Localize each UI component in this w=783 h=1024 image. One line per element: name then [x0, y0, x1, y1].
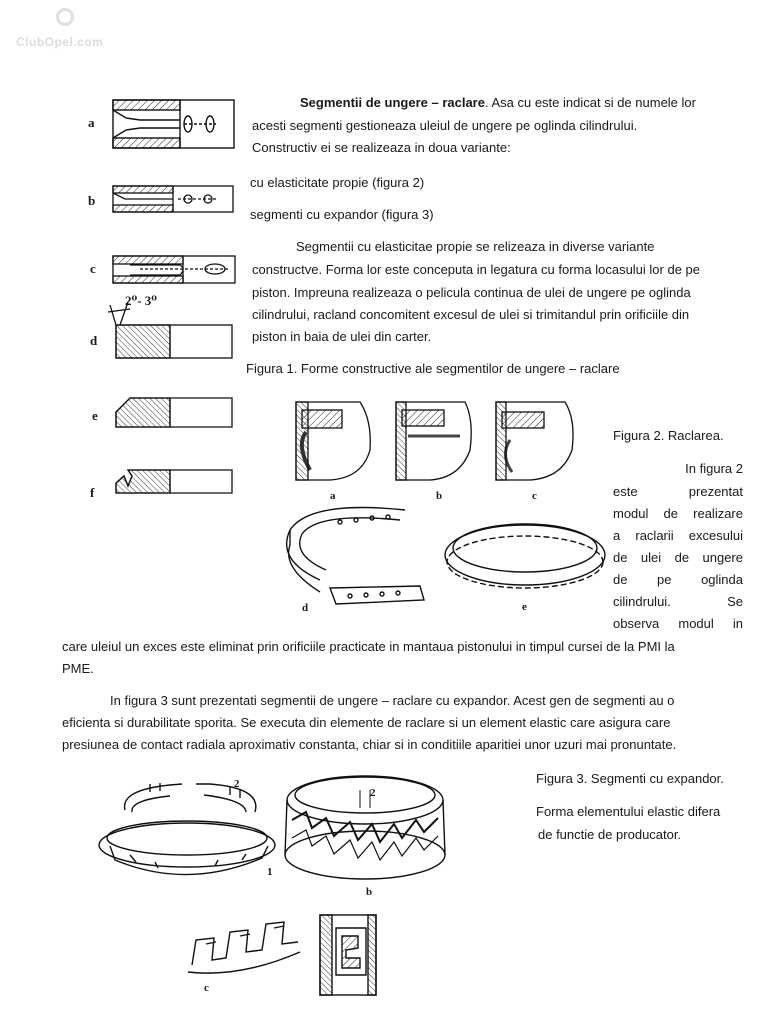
fig2-side-7: cilindrului. Se: [613, 594, 743, 609]
fig2-side-2: este prezentat: [613, 484, 743, 499]
fig3-label-1: 1: [267, 866, 273, 878]
fig2-side-6: de pe oglinda: [613, 572, 743, 587]
figure3-note-line1: Forma elementului elastic difera: [536, 804, 721, 819]
fig2-label-d: d: [302, 602, 309, 614]
variant-2: segmenti cu expandor (figura 3): [250, 207, 434, 222]
fig2-label-b: b: [436, 490, 443, 502]
intro-line2: acesti segmenti gestioneaza uleiul de ungere pe oglinda cilindrului.: [252, 118, 638, 133]
fig3-section-detail: [320, 915, 376, 995]
fig1-label-c: c: [90, 261, 96, 276]
figure1-caption: Figura 1. Forme constructive ale segmentilor de ungere – raclare: [246, 361, 620, 376]
fig2-side-3: modul de realizare: [613, 506, 743, 521]
fig1-label-a: a: [88, 115, 95, 130]
para3-line2: eficienta si durabilitate sporita. Se executa din elemente de raclare si un element elastic care asigura care: [62, 715, 671, 730]
figure3-caption: Figura 3. Segmenti cu expandor.: [536, 771, 724, 786]
fig2-label-a: a: [330, 490, 336, 502]
fig2-side-8: observa modul in: [613, 616, 743, 631]
fig1-label-e: e: [92, 408, 98, 423]
fig2-label-e: e: [522, 601, 527, 613]
figure2-caption: Figura 2. Raclarea.: [613, 428, 724, 443]
para1-line4: cilindrului, racland concomitent excesul de ulei si trimitandul prin orificiile din: [252, 307, 690, 322]
para2-line2: PME.: [62, 661, 94, 676]
fig3-label-c: c: [204, 982, 209, 994]
fig3-expander-c: [188, 922, 300, 973]
fig3-label-2-left: 2: [234, 778, 240, 790]
variant-1: cu elasticitate propie (figura 2): [250, 175, 425, 190]
para1-line2: constructve. Forma lor este conceputa in legatura cu forma locasului lor de pe: [252, 262, 701, 277]
fig2-side-1: In figura 2: [685, 461, 743, 476]
para1-line1: Segmentii cu elasticitae propie se relizeaza in diverse variante: [296, 239, 655, 254]
para1-line5: piston in baia de ulei din carter.: [252, 329, 432, 344]
fig1-label-d: d: [90, 333, 98, 348]
intro-line1-rest: . Asa cu este indicat si de numele lor: [484, 95, 696, 110]
fig1-angle-label: 2⁰- 3⁰: [125, 293, 157, 308]
fig2-side-4: a raclarii excesului: [613, 528, 743, 543]
fig3-ring-right: [285, 776, 445, 879]
para2-line1: care uleiul un exces este eliminat prin orificiile practicate in mantaua pistonului in timpul cursei de la PMI la: [62, 639, 675, 654]
figure3-note-line2: de functie de producator.: [538, 827, 682, 842]
intro-title: Segmentii de ungere – raclare: [300, 95, 485, 110]
para3-line3: presiunea de contact radiala aproximativ constanta, chiar si in conditiile aparitiei unor uzuri mai pronuntate.: [62, 737, 677, 752]
para3-line1: In figura 3 sunt prezentati segmentii de ungere – raclare cu expandor. Acest gen de segmenti au o: [110, 693, 675, 708]
fig1-label-f: f: [90, 485, 95, 500]
fig1-label-b: b: [88, 193, 96, 208]
intro-line3: Constructiv ei se realizeaza in doua variante:: [252, 140, 511, 155]
fig3-ring-left: [99, 783, 275, 875]
fig3-label-2-right: 2: [370, 787, 376, 799]
fig2-side-5: de ulei de ungere: [613, 550, 743, 565]
watermark-text: ClubOpel.com: [16, 35, 104, 49]
para1-line3: piston. Impreuna realizeaza o pelicula continua de ulei de ungere pe oglinda: [252, 285, 691, 300]
fig2-label-c: c: [532, 490, 537, 502]
fig3-label-b: b: [366, 886, 373, 898]
